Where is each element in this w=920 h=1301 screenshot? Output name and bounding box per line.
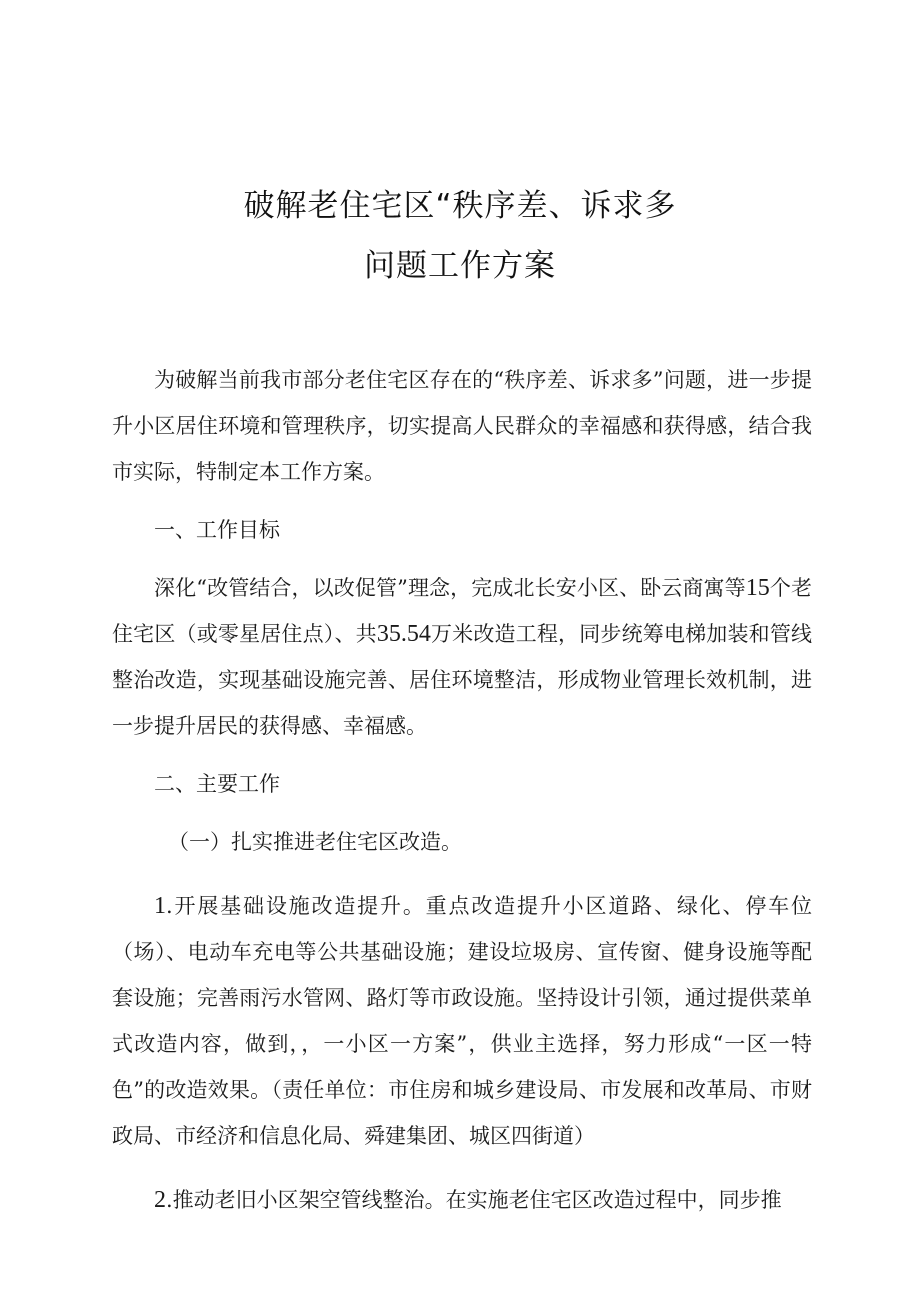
document-title-line-1: 破解老住宅区“秩序差、诉求多 [243,188,677,224]
goals-paragraph [112,565,812,749]
work-item-1 [112,883,812,1159]
work-item-2-number: 2 [154,1187,166,1213]
document-body [112,357,812,1223]
section-heading-goals: 一、工作目标 [154,518,280,542]
work-item-2-text: .推动老旧小区架空管线整治。在实施老住宅区改造过程中，同步推 [166,1188,782,1212]
work-item-2 [112,1177,812,1223]
goals-count-number: 15 [745,575,770,601]
work-item-1-text: .开展基础设施改造提升。重点改造提升小区道路、绿化、停车位（场）、电动车充电等公共基础设施；建设垃圾房、宣传窗、健身设施等配套设施；完善雨污水管网、路灯等市政设施。坚持设计引领，通过提供菜单式改造内容，做到，，一小区一方案”，供业主选择，努力形成“一区一特色”的改造效果。（责任单位：市住房和城乡建设局、市发展和改革局、市财政局、市经济和信息化局、舜建集团、城区四街道） [112,894,812,1148]
goals-text-part-3: 万米改造工程，同步统筹电梯加装和管线整治改造，实现基础设施完善、居住环境整洁，形成物业管理长效机制，进一步提升居民的获得感、幸福感。 [112,622,813,738]
intro-paragraph: 为破解当前我市部分老住宅区存在的“秩序差、诉求多”问题，进一步提升小区居住环境和管理秩序，切实提高人民群众的幸福感和获得感，结合我市实际，特制定本工作方案。 [112,368,812,484]
section-heading-main-work: 二、主要工作 [154,772,280,796]
goals-text-part-1: 深化“改管结合，以改促管”理念，完成北长安小区、卧云商寓等 [154,576,746,600]
document-title-line-2: 问题工作方案 [364,248,556,284]
goals-area-number: 35.54 [376,621,431,647]
work-item-1-number: 1 [154,893,166,919]
goals-text-part-2: 个老住宅区（或零星居住点）、共 [112,576,812,646]
subsection-heading-1: （一）扎实推进老住宅区改造。 [168,830,462,854]
